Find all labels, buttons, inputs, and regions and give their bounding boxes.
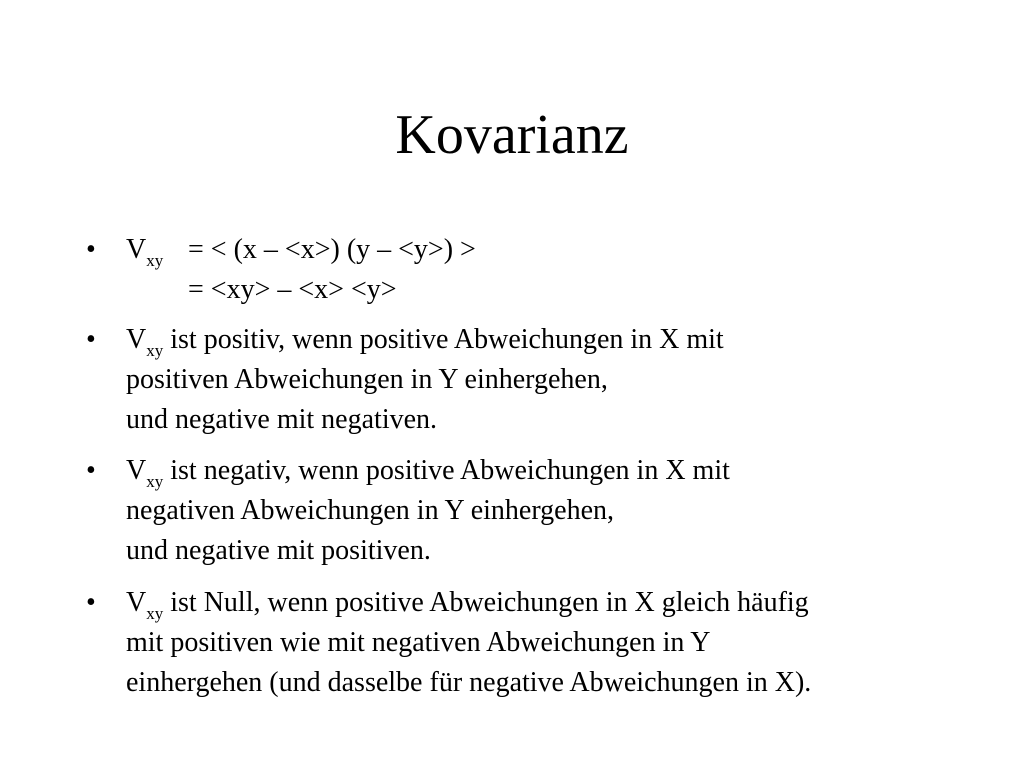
bullet-line-2: positiven Abweichungen in Y einhergehen, bbox=[126, 364, 608, 395]
bullet-line-1 bbox=[126, 320, 1006, 360]
bullet-line-1-text: ist positiv, wenn positive Abweichungen in X mit bbox=[163, 324, 724, 355]
variable-v: V bbox=[126, 455, 147, 486]
bullet-line-1-text: ist negativ, wenn positive Abweichungen in X mit bbox=[163, 455, 730, 486]
bullet-line-1-text: ist Null, wenn positive Abweichungen in X gleich häufig bbox=[163, 587, 809, 618]
variable-subscript: xy bbox=[146, 341, 164, 360]
bullet-line-2: mit positiven wie mit negativen Abweichungen in Y bbox=[126, 627, 711, 658]
bullet-line-1 bbox=[126, 451, 1006, 491]
slide-title: Kovarianz bbox=[395, 104, 629, 166]
formula-line-2: = <xy> – <x> <y> bbox=[188, 274, 397, 305]
variable-subscript: xy bbox=[146, 251, 164, 270]
bullet-line-2: negativen Abweichungen in Y einhergehen, bbox=[126, 495, 615, 526]
formula-line-1: = < (x – <x>) (y – <y>) > bbox=[188, 234, 476, 265]
variable-subscript: xy bbox=[146, 472, 164, 491]
bullet-null bbox=[0, 583, 1024, 703]
bullet-line-3: einhergehen (und dasselbe für negative Abweichungen in X). bbox=[126, 667, 812, 698]
variable-subscript: xy bbox=[146, 604, 164, 623]
bullet-line-3: und negative mit positiven. bbox=[126, 535, 431, 566]
bullet-positive bbox=[0, 320, 1024, 440]
bullet-dot: • bbox=[86, 324, 96, 355]
bullet-dot: • bbox=[86, 587, 96, 618]
bullet-text bbox=[126, 583, 1006, 703]
bullet-negative bbox=[0, 451, 1024, 571]
bullet-line-3: und negative mit negativen. bbox=[126, 404, 438, 435]
bullet-text bbox=[126, 230, 1006, 305]
variable-v: V bbox=[126, 324, 147, 355]
bullet-formula bbox=[0, 230, 1024, 310]
bullet-text bbox=[126, 320, 1006, 440]
bullet-dot: • bbox=[86, 234, 96, 265]
bullet-line-1 bbox=[126, 583, 1006, 623]
variable-v: V bbox=[126, 587, 147, 618]
variable-v: V bbox=[126, 234, 147, 265]
bullet-dot: • bbox=[86, 455, 96, 486]
bullet-text bbox=[126, 451, 1006, 571]
